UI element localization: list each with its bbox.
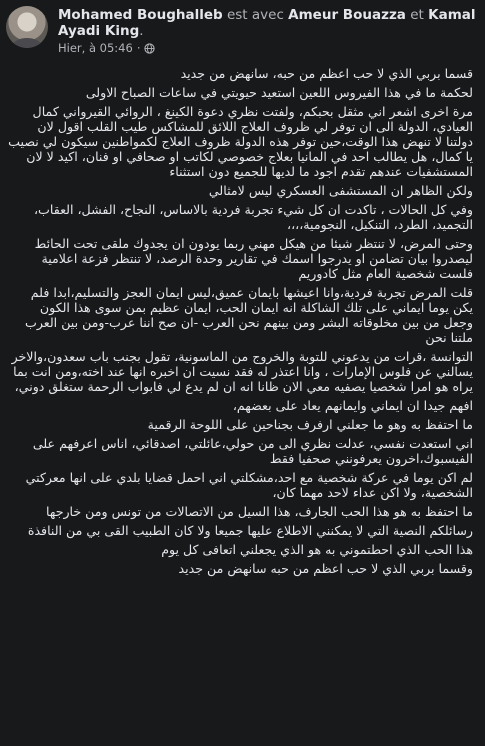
post-header xyxy=(0,0,485,62)
post-paragraph: قلت المرض تجربة فردية،وانا اعيشها بايمان عميق،ليس ايمان العجز والتسليم،ابدا فلم يكن يوما ايماني على تلك الشاكلة انه ايمان الحب، ايمان عظيم بمن سوى هذا الكون وجعل من بين مخلوقاته البشر ومن بينهم نحن العرب -ان صح اننا عرب-ومن بين العرب ملتنا نحن xyxy=(24,285,473,345)
post-author-line: Mohamed Boughalleb est avec Ameur Bouazza et Kamal Ayadi King. xyxy=(58,7,476,39)
avatar-figure xyxy=(12,38,42,48)
post-paragraph: وقسما بربي الذي لا حب اعظم من حبه سانهض من جديد xyxy=(178,561,473,576)
post-meta xyxy=(58,41,155,55)
tagged-user-1[interactable]: Ameur Bouazza xyxy=(288,7,406,23)
post-paragraph: اني استعدت نفسي، عدلت نظري الى من حولي،عائلتي، اصدقائي، اناس اعرفهم على الفيسبوك،اخرون يعرفونني صحفيا فقط xyxy=(32,436,473,466)
author-name[interactable]: Mohamed Boughalleb xyxy=(58,7,223,23)
post-paragraph: ما احتفظ به هو هذا الحب الجارف، هذا السيل من الاتصالات من تونس ومن خارجها xyxy=(46,504,473,519)
meta-separator: · xyxy=(136,41,141,55)
author-avatar[interactable] xyxy=(6,6,48,48)
post-paragraph: التوانسة ،قرات من يدعوني للتوبة والخروج من الماسونية، تقول بجنب باب سعدون،والاخر يسالني عن فلوس الإمارات ، وانا اعتذر له فقد نسيت ان اخبره انها عند اخته،ومن انت بما يراه هو امرا شخصيا يصفيه معي الان ظانا انه ان لم يدع لي فابواب الرحمة ستغلق دوني، xyxy=(11,349,473,394)
post-paragraph: هذا الحب الذي احطتموني به هو الذي يجعلني اتعافى كل يوم xyxy=(161,542,473,557)
post-paragraph: قسما بربي الذي لا حب اعظم من حبه، سانهض من جديد xyxy=(180,66,473,81)
and-connector: et xyxy=(410,7,424,23)
post-paragraph: ما احتفظ به وهو ما جعلني ارفرف بجناحين على اللوحة الرقمية xyxy=(147,417,473,432)
post-body xyxy=(8,66,473,580)
post-paragraph: افهم جيدا ان ايماني وايمانهم يعاد على بعضهم، xyxy=(232,398,473,413)
post-paragraph: ولكن الظاهر ان المستشفى العسكري ليس لامثالي xyxy=(208,183,473,198)
post-paragraph: وحتى المرض، لا تنتظر شيئا من هيكل مهني ربما يودون ان يجدوك ملقى تحت الحائط ليصدروا بيان تضامن او يدرجوا اسمك في تقارير وحدة الرصد، لا تنتظر فزعة اعلامية فلست شخصية العام مثل كادوريم xyxy=(34,236,473,281)
post-paragraph: لم اكن يوما في عركة شخصية مع احد،مشكلتي اني احمل قضايا بلدي على انها معركتي الشخصية، ولا اكن عداء لاحد مهما كان، xyxy=(25,470,473,500)
post-paragraph: مرة اخرى اشعر اني مثقل بحبكم، ولفتت نظري دعوة الكينغ ، الروائي القيرواني كمال العيادي، الدولة الى ان توفر لي ظروف العلاج اللائق للمشاكس طيب القلب اقول لان دولتنا لا تنهض هذا الوقت،حين توفر هذه الدولة ظروف العلاج لكمواطنين سيكون لي نصيب يا كمال، هل يطالب احد في المانيا بعلاج خصوصي لكاتب او صحافي او فنان، اكيد لا لان المستشفيات عندهم تقدم اجود ما لديها للجميع دون استثناء xyxy=(8,104,473,179)
globe-icon[interactable] xyxy=(144,43,155,54)
post-paragraph: لحكمة ما في هذا الفيروس اللعين استعيد حيويتي في ساعات الصباح الاولى xyxy=(85,85,473,100)
post-timestamp[interactable]: Hier, à 05:46 xyxy=(58,41,133,55)
tagged-user-2[interactable]: Kamal Ayadi King xyxy=(58,7,476,39)
post-paragraph: وفي كل الحالات ، تاكدت ان كل شيء تجربة فردية بالاساس، النجاح، الفشل، العقاب، التجميد، الطرد، التنكيل، النجومية،،،، xyxy=(33,202,473,232)
with-connector: est avec xyxy=(226,7,284,23)
post-paragraph: رسائلكم النصية التي لا يمكنني الاطلاع عليها جميعا ولا كان الطبيب القى بي من النافذة xyxy=(27,523,473,538)
